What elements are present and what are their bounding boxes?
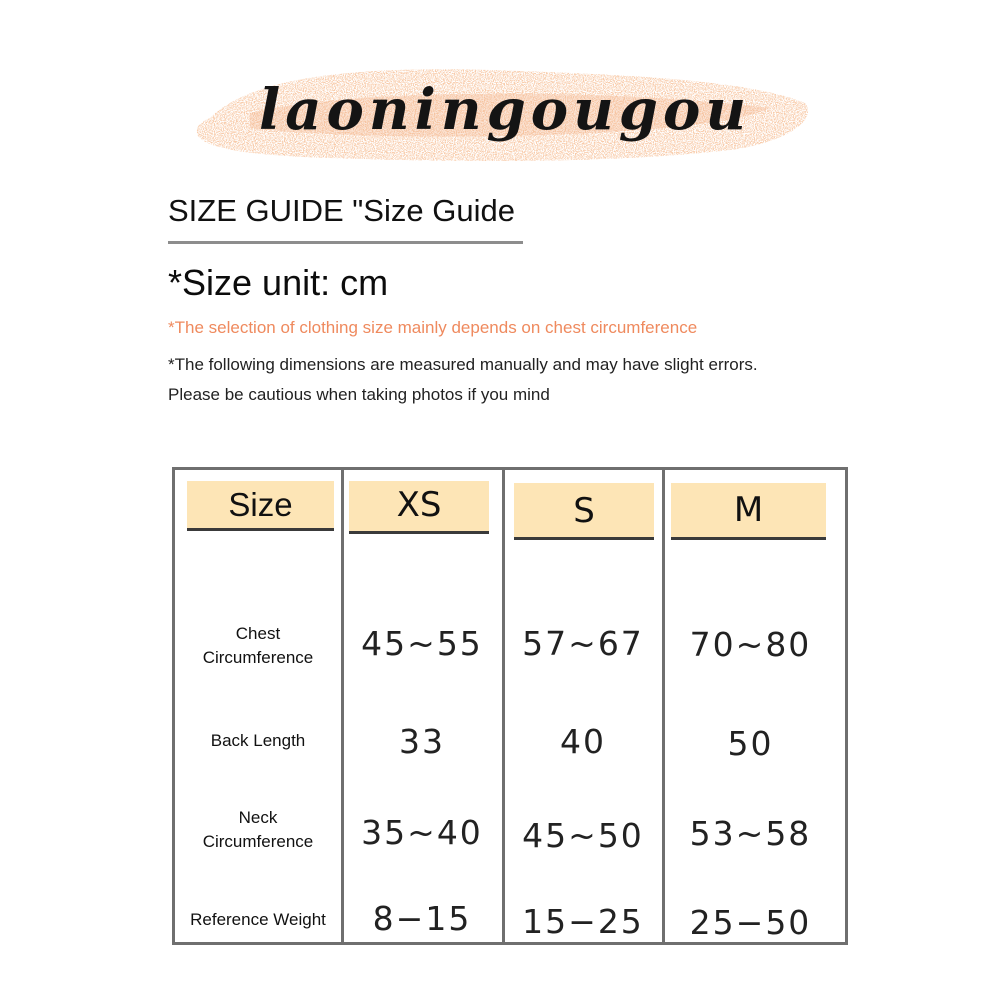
value-neck-xs: 35~40 — [361, 813, 483, 852]
row-label-line: Back Length — [210, 731, 306, 750]
row-label-back-length — [175, 729, 341, 753]
value-chest-s: 57~67 — [522, 624, 644, 663]
row-label-neck — [175, 806, 341, 854]
header-size-xs: XS — [349, 481, 489, 534]
value-weight-m: 25−50 — [689, 903, 812, 942]
value-chest-xs: 45~55 — [361, 624, 483, 663]
value-back-xs: 33 — [399, 722, 445, 761]
value-chest-m: 70~80 — [689, 625, 812, 664]
size-unit-heading: *Size unit: cm — [168, 262, 389, 303]
value-weight-s: 15−25 — [522, 902, 644, 941]
column-divider — [341, 470, 344, 942]
row-label-line: Circumference — [202, 648, 314, 667]
measurement-disclaimer: *The following dimensions are measured manually and may have slight errors. Please be cautious when taking photos if you mind — [168, 355, 758, 404]
value-back-m: 50 — [727, 724, 774, 763]
size-guide-title: SIZE GUIDE "Size Guide — [168, 193, 515, 228]
row-label-line: Reference Weight — [190, 910, 326, 929]
row-label-line: Chest — [235, 624, 281, 643]
chest-selection-note: *The selection of clothing size mainly depends on chest circumference — [168, 318, 698, 337]
row-label-reference-weight — [175, 908, 341, 932]
value-back-s: 40 — [560, 722, 606, 761]
header-size-m: M — [671, 483, 826, 540]
value-weight-xs: 8−15 — [372, 899, 472, 938]
row-label-line: Neck — [238, 808, 278, 827]
brand-name: laoningougou — [258, 77, 752, 143]
column-divider — [502, 470, 505, 942]
header-size-s: S — [514, 483, 654, 540]
value-neck-s: 45~50 — [522, 816, 644, 855]
title-underline — [168, 241, 523, 244]
brand-banner — [190, 58, 820, 168]
header-size-label: Size — [187, 481, 334, 531]
row-label-line: Circumference — [202, 832, 314, 851]
size-table — [172, 467, 848, 945]
column-divider — [662, 470, 665, 942]
value-neck-m: 53~58 — [689, 814, 812, 853]
row-label-chest — [175, 622, 341, 670]
